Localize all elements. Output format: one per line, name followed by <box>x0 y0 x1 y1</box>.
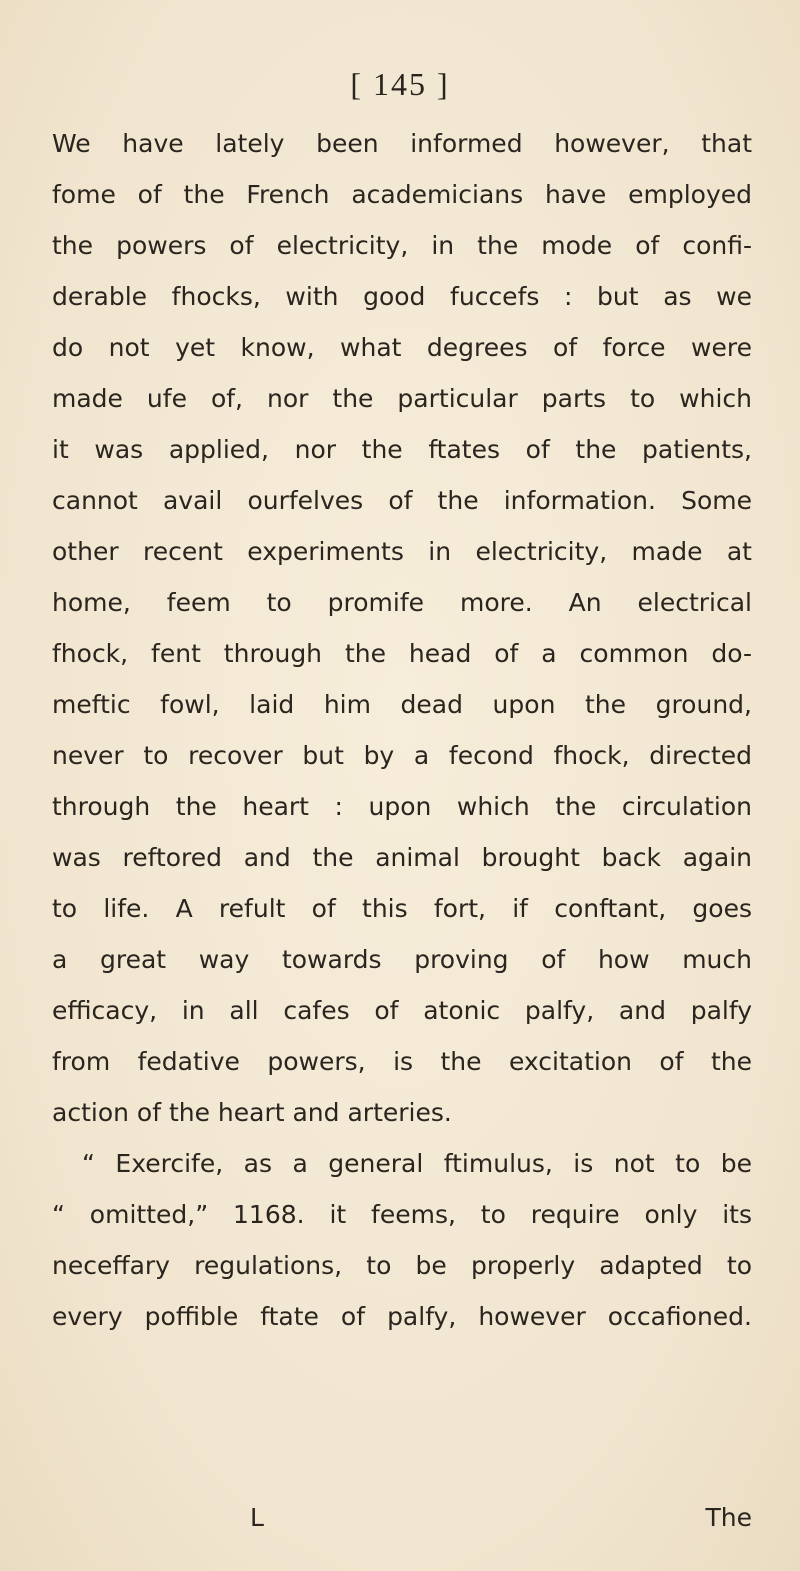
text-line: to life. A refult of this fort, if conftant, goes <box>52 894 752 923</box>
text-line: through the heart : upon which the circulation <box>52 792 752 821</box>
text-line: derable fhocks, with good fuccefs : but as we <box>52 282 752 311</box>
text-line: efficacy, in all cafes of atonic palfy, and palfy <box>52 996 752 1025</box>
text-line: fome of the French academicians have employed <box>52 180 752 209</box>
text-line: “ Exercife, as a general ftimulus, is not to be <box>82 1149 752 1178</box>
text-line: made ufe of, nor the particular parts to which <box>52 384 752 413</box>
text-line: was reftored and the animal brought back again <box>52 843 752 872</box>
body-text <box>52 118 752 1342</box>
text-line: neceffary regulations, to be properly adapted to <box>52 1251 752 1280</box>
text-line: other recent experiments in electricity, made at <box>52 537 752 566</box>
text-line: a great way towards proving of how much <box>52 945 752 974</box>
text-line: meftic fowl, laid him dead upon the ground, <box>52 690 752 719</box>
text-line: never to recover but by a fecond fhock, directed <box>52 741 752 770</box>
text-line: cannot avail ourfelves of the information. Some <box>52 486 752 515</box>
text-line: “ omitted,” 1168. it feems, to require only its <box>52 1200 752 1229</box>
page-footer <box>52 1492 752 1543</box>
text-line: every poffible ftate of palfy, however occafioned. <box>52 1302 752 1331</box>
text-line: the powers of electricity, in the mode of confi- <box>52 231 752 260</box>
page-number: [ 145 ] <box>350 66 450 102</box>
text-line: We have lately been informed however, that <box>52 129 752 158</box>
text-line: it was applied, nor the ftates of the patients, <box>52 435 752 464</box>
catchword: The <box>705 1503 752 1532</box>
text-line: from fedative powers, is the excitation of the <box>52 1047 752 1076</box>
text-line: action of the heart and arteries. <box>52 1098 452 1127</box>
text-line: home, feem to promife more. An electrical <box>52 588 752 617</box>
signature-mark: L <box>250 1503 264 1532</box>
text-line: do not yet know, what degrees of force were <box>52 333 752 362</box>
text-line: fhock, fent through the head of a common do- <box>52 639 752 668</box>
